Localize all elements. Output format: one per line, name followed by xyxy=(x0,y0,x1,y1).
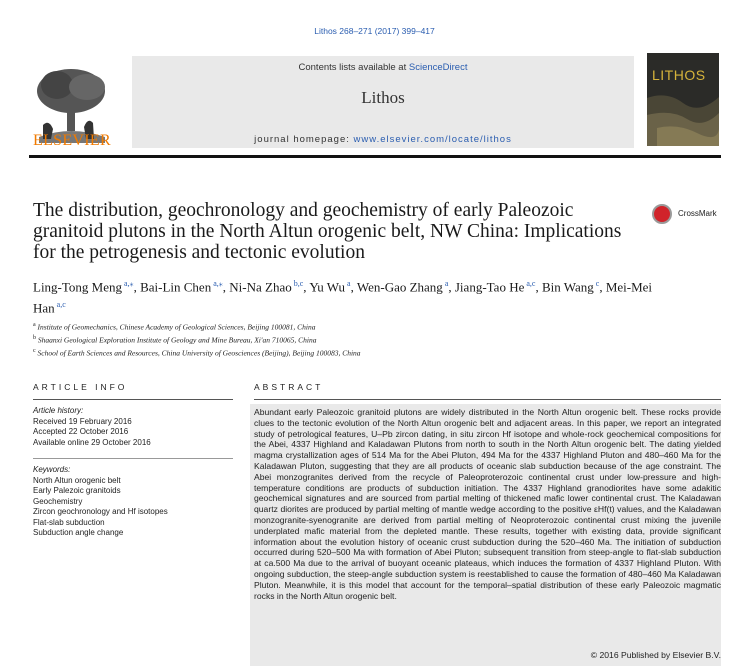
author-name[interactable]: Ling-Tong Meng xyxy=(33,279,122,295)
journal-reference-link[interactable]: Lithos 268–271 (2017) 399–417 xyxy=(314,26,435,36)
abstract-text: Abundant early Paleozoic granitoid plutons are widely distributed in the North Altun orogenic belt. These rocks provide clues to the tectonic evolution of the North Altun orogenic belt and adjacent areas. In this paper, we report an integrated study of petrological features, U–Pb zircon dating, in situ zircon Hf isotope and whole-rock geochemical compositions for the Abei, 4337 Highland and Kaladawan Plutons from north to south in the North Altun orogenic belt. The dating yielded magma crystallization ages of 514 Ma for the Abei Pluton, 494 Ma for the 4337 Highland Pluton and 480–460 Ma for the Kaladawan Pluton, suggesting that they are all products of oceanic slab subduction because of the age constraint. The Abei monzogranites derived from the recycle of Paleoproterozoic continental crust under low-pressure and high-temperature conditions are products of subduction initiation. The 4337 Highland granodiorites have some adakitic geochemical signatures and are sourced from partial melting of thickened mafic lower continental crust. The Kaladawan quartz diorites are produced by partial melting of mantle wedge according to the positive εHf(t) values, and the Kaladawan monzogranite-syenogranite are derived from partial melting of Neoproterozoic continental crust mixing the juvenile underplated mafic material from the depleted mantle. These results, together with existing data, provide significant information about the evolution history of oceanic crust subduction during the 520–460 Ma. The initiation of subduction occurred during 520–500 Ma with formation of Abei Pluton; subsequent transition from steep-angle to flat-slab subduction at ca.500 Ma due to the arrival of buoyant oceanic plateaus, which induces the formation of 4337 Highland Pluton. With ongoing subduction, the steep-angle subduction system is reestablished to cause the formation of 480–460 Ma Kaladawan Pluton. Meanwhile, it is this model that account for the temporal–spatial distribution of these early Paleozoic magmatic rocks in the North Altun orogenic belt. xyxy=(254,407,721,601)
affiliation-key: c xyxy=(33,348,36,354)
author-affiliation-marker[interactable]: b,c xyxy=(291,279,304,288)
contents-available-line xyxy=(132,62,634,73)
homepage-prefix: journal homepage: xyxy=(254,134,354,145)
crossmark-label: CrossMark xyxy=(678,209,717,218)
keyword-item: North Altun orogenic belt xyxy=(33,475,121,485)
abstract-heading: ABSTRACT xyxy=(254,382,324,392)
affiliation-key: b xyxy=(33,335,36,341)
history-online: Available online 29 October 2016 xyxy=(33,437,151,447)
journal-name: Lithos xyxy=(361,88,405,107)
affiliation-text: Shaanxi Geological Exploration Institute of Geology and Mine Bureau, Xi'an 710065, China xyxy=(36,335,317,345)
history-received: Received 19 February 2016 xyxy=(33,416,132,426)
author-name[interactable]: Wen-Gao Zhang xyxy=(356,279,443,295)
history-accepted: Accepted 22 October 2016 xyxy=(33,427,129,436)
author-list: Ling-Tong Meng $^{a,⁎}$, Bai-Lin Chen $^{a,⁎}$, Ni-Na Zhao $^{b,c}$, Yu Wu $^a$, Wen-Gao Zhang $^a$, Jiang-Tao He $^{a,c}$, Bin Wang $^c$, Mei-Mei Han $^{a,c}$ xyxy=(33,279,653,316)
author-affiliation-marker[interactable]: c xyxy=(593,279,600,288)
keywords-rule xyxy=(33,458,233,459)
author-affiliation-marker[interactable]: a,⁎ xyxy=(211,279,223,288)
article-history xyxy=(33,406,233,448)
keyword-item: Geochemistry xyxy=(33,496,83,506)
journal-homepage-line xyxy=(132,134,634,145)
journal-cover-image[interactable] xyxy=(647,53,719,146)
keyword-item: Subduction angle change xyxy=(33,528,124,537)
keywords-label: Keywords: xyxy=(33,465,71,474)
publisher-name[interactable]: ELSEVIER xyxy=(33,132,111,149)
keyword-item: Early Palezoic granitoids xyxy=(33,486,121,495)
author-name[interactable]: Jiang-Tao He xyxy=(454,279,525,295)
author-affiliation-marker[interactable]: a,⁎ xyxy=(122,279,134,288)
article-title: The distribution, geochronology and geochemistry of early Paleozoic granitoid plutons in the North Altun orogenic belt, NW China: Implications for the petrogenesis and tectonic evolution xyxy=(33,200,622,263)
article-info-heading: ARTICLE INFO xyxy=(33,382,128,392)
sciencedirect-link[interactable]: ScienceDirect xyxy=(408,62,468,73)
keyword-list xyxy=(33,465,233,539)
journal-homepage-link[interactable]: www.elsevier.com/locate/lithos xyxy=(353,134,512,145)
contents-prefix: Contents lists available at xyxy=(298,62,409,73)
abstract-rule xyxy=(254,399,721,400)
affiliation-item xyxy=(33,320,673,333)
author-affiliation-marker[interactable]: a,c xyxy=(54,300,66,310)
author-affiliation-marker[interactable]: a xyxy=(345,279,351,288)
keyword-item: Zircon geochronology and Hf isotopes xyxy=(33,507,168,516)
affiliation-key: a xyxy=(33,322,36,328)
affiliation-text: Institute of Geomechanics, Chinese Academy of Geological Sciences, Beijing 100081, China xyxy=(35,322,316,332)
author-name[interactable]: Bin Wang xyxy=(541,279,594,295)
affiliation-list xyxy=(33,320,673,359)
affiliation-text: School of Earth Sciences and Resources, China University of Geosciences (Beijing), Beijing 100083, China xyxy=(35,348,361,358)
affiliation-item xyxy=(33,333,673,346)
cover-title: LITHOS xyxy=(652,67,706,83)
affiliation-item xyxy=(33,346,673,359)
keyword-item: Flat-slab subduction xyxy=(33,517,105,527)
article-info-rule xyxy=(33,399,233,400)
crossmark-button[interactable] xyxy=(652,204,732,228)
header-rule xyxy=(29,155,721,158)
author-name[interactable]: Ni-Na Zhao xyxy=(229,279,292,295)
copyright-notice: © 2016 Published by Elsevier B.V. xyxy=(590,650,721,660)
author-name[interactable]: Yu Wu xyxy=(309,279,346,295)
history-label: Article history: xyxy=(33,406,84,415)
author-name[interactable]: Bai-Lin Chen xyxy=(140,279,212,295)
author-affiliation-marker[interactable]: a,c xyxy=(524,279,536,288)
author-name[interactable]: Mei-Mei Han xyxy=(33,279,653,316)
author-affiliation-marker[interactable]: a xyxy=(442,279,449,288)
crossmark-icon xyxy=(652,204,672,224)
